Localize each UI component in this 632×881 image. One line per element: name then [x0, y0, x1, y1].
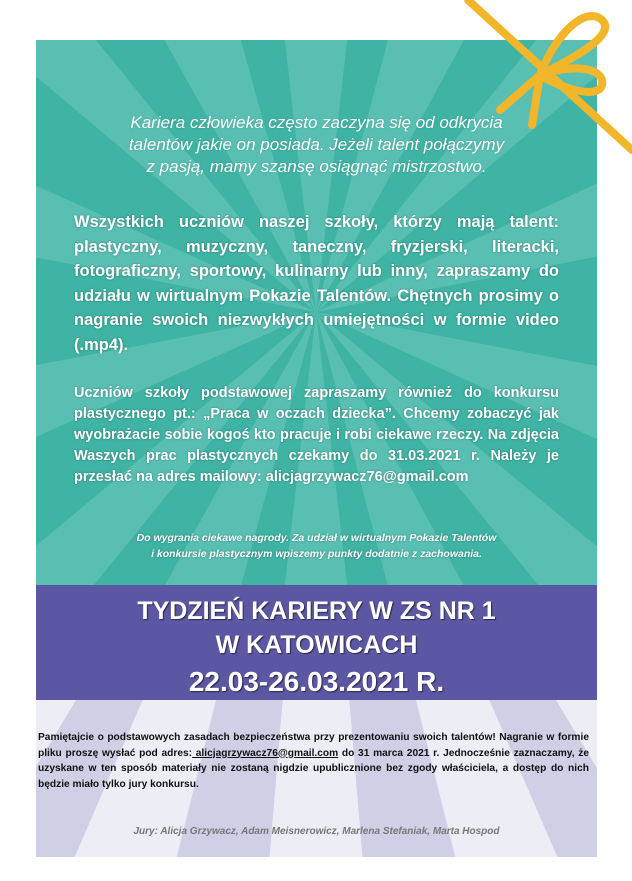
- notice-email-link[interactable]: alicjagrzywacz76@gmail.com: [192, 747, 339, 759]
- notice-text-end: do 31 marca 2021 r. Jednocześnie zaznaczamy, że uzyskane w ten sposób materiały nie zostaną nigdzie upublicznione bez zgody właściciela, a dostęp do nich będzie miało tylko jury konkursu.: [38, 747, 589, 790]
- prize-note: [76, 530, 557, 562]
- talent-show-invitation: Wszystkich uczniów naszej szkoły, którzy mają talent: plastyczny, muzyczny, taneczny, fryzjerski, literacki, fotograficzny, sportowy, kulinarny lub inny, zapraszamy do udziału w wirtualnym Pokazie Talentów. Chętnych prosimy o nagranie swoich niezwykłych umiejętności w formie video (.mp4).: [74, 213, 559, 354]
- ribbon-bow-icon: [420, 0, 632, 200]
- motto-line-1: Kariera człowieka często zaczyna się od odkrycia: [130, 113, 503, 132]
- title-band: [36, 585, 597, 700]
- jury-list: Jury: Alicja Grzywacz, Adam Meisnerowicz, Marlena Stefaniak, Marta Hospod: [133, 826, 500, 837]
- notice-text-start: Pamiętajcie o podstawowych zasadach bezpieczeństwa przy prezentowaniu swoich talentów! Nagranie w formie pliku proszę wysłać pod adres:: [38, 732, 589, 759]
- event-location: W KATOWICACH: [215, 631, 418, 659]
- motto-line-3: z pasją, mamy szansę osiągnąć mistrzostwo.: [146, 157, 487, 176]
- lavender-sunburst-panel: [36, 700, 597, 857]
- motto-line-2: talentów jakie on posiada. Jeżeli talent połączymy: [128, 135, 505, 154]
- safety-notice: [38, 730, 589, 792]
- prize-line-1: Do wygrania ciekawe nagrody. Za udział w wirtualnym Pokazie Talentów: [136, 532, 497, 544]
- art-contest-invitation: Uczniów szkoły podstawowej zapraszamy również do konkursu plastycznego pt.: „Praca w oczach dziecka”. Chcemy zobaczyć jak wyobrażacie sobie kogoś kto pracuje i robi ciekawe rzeczy. Na zdjęcia Waszych prac plastycznych czekamy do 31.03.2021 r. Należy je przesłać na adres mailowy: alicjagrzywacz76@gmail.com: [74, 385, 559, 485]
- event-dates: 22.03-26.03.2021 R.: [188, 666, 445, 697]
- prize-line-2: i konkursie plastycznym wpiszemy punkty dodatnie z zachowania.: [151, 548, 482, 560]
- event-title: TYDZIEŃ KARIERY W ZS NR 1: [137, 597, 496, 625]
